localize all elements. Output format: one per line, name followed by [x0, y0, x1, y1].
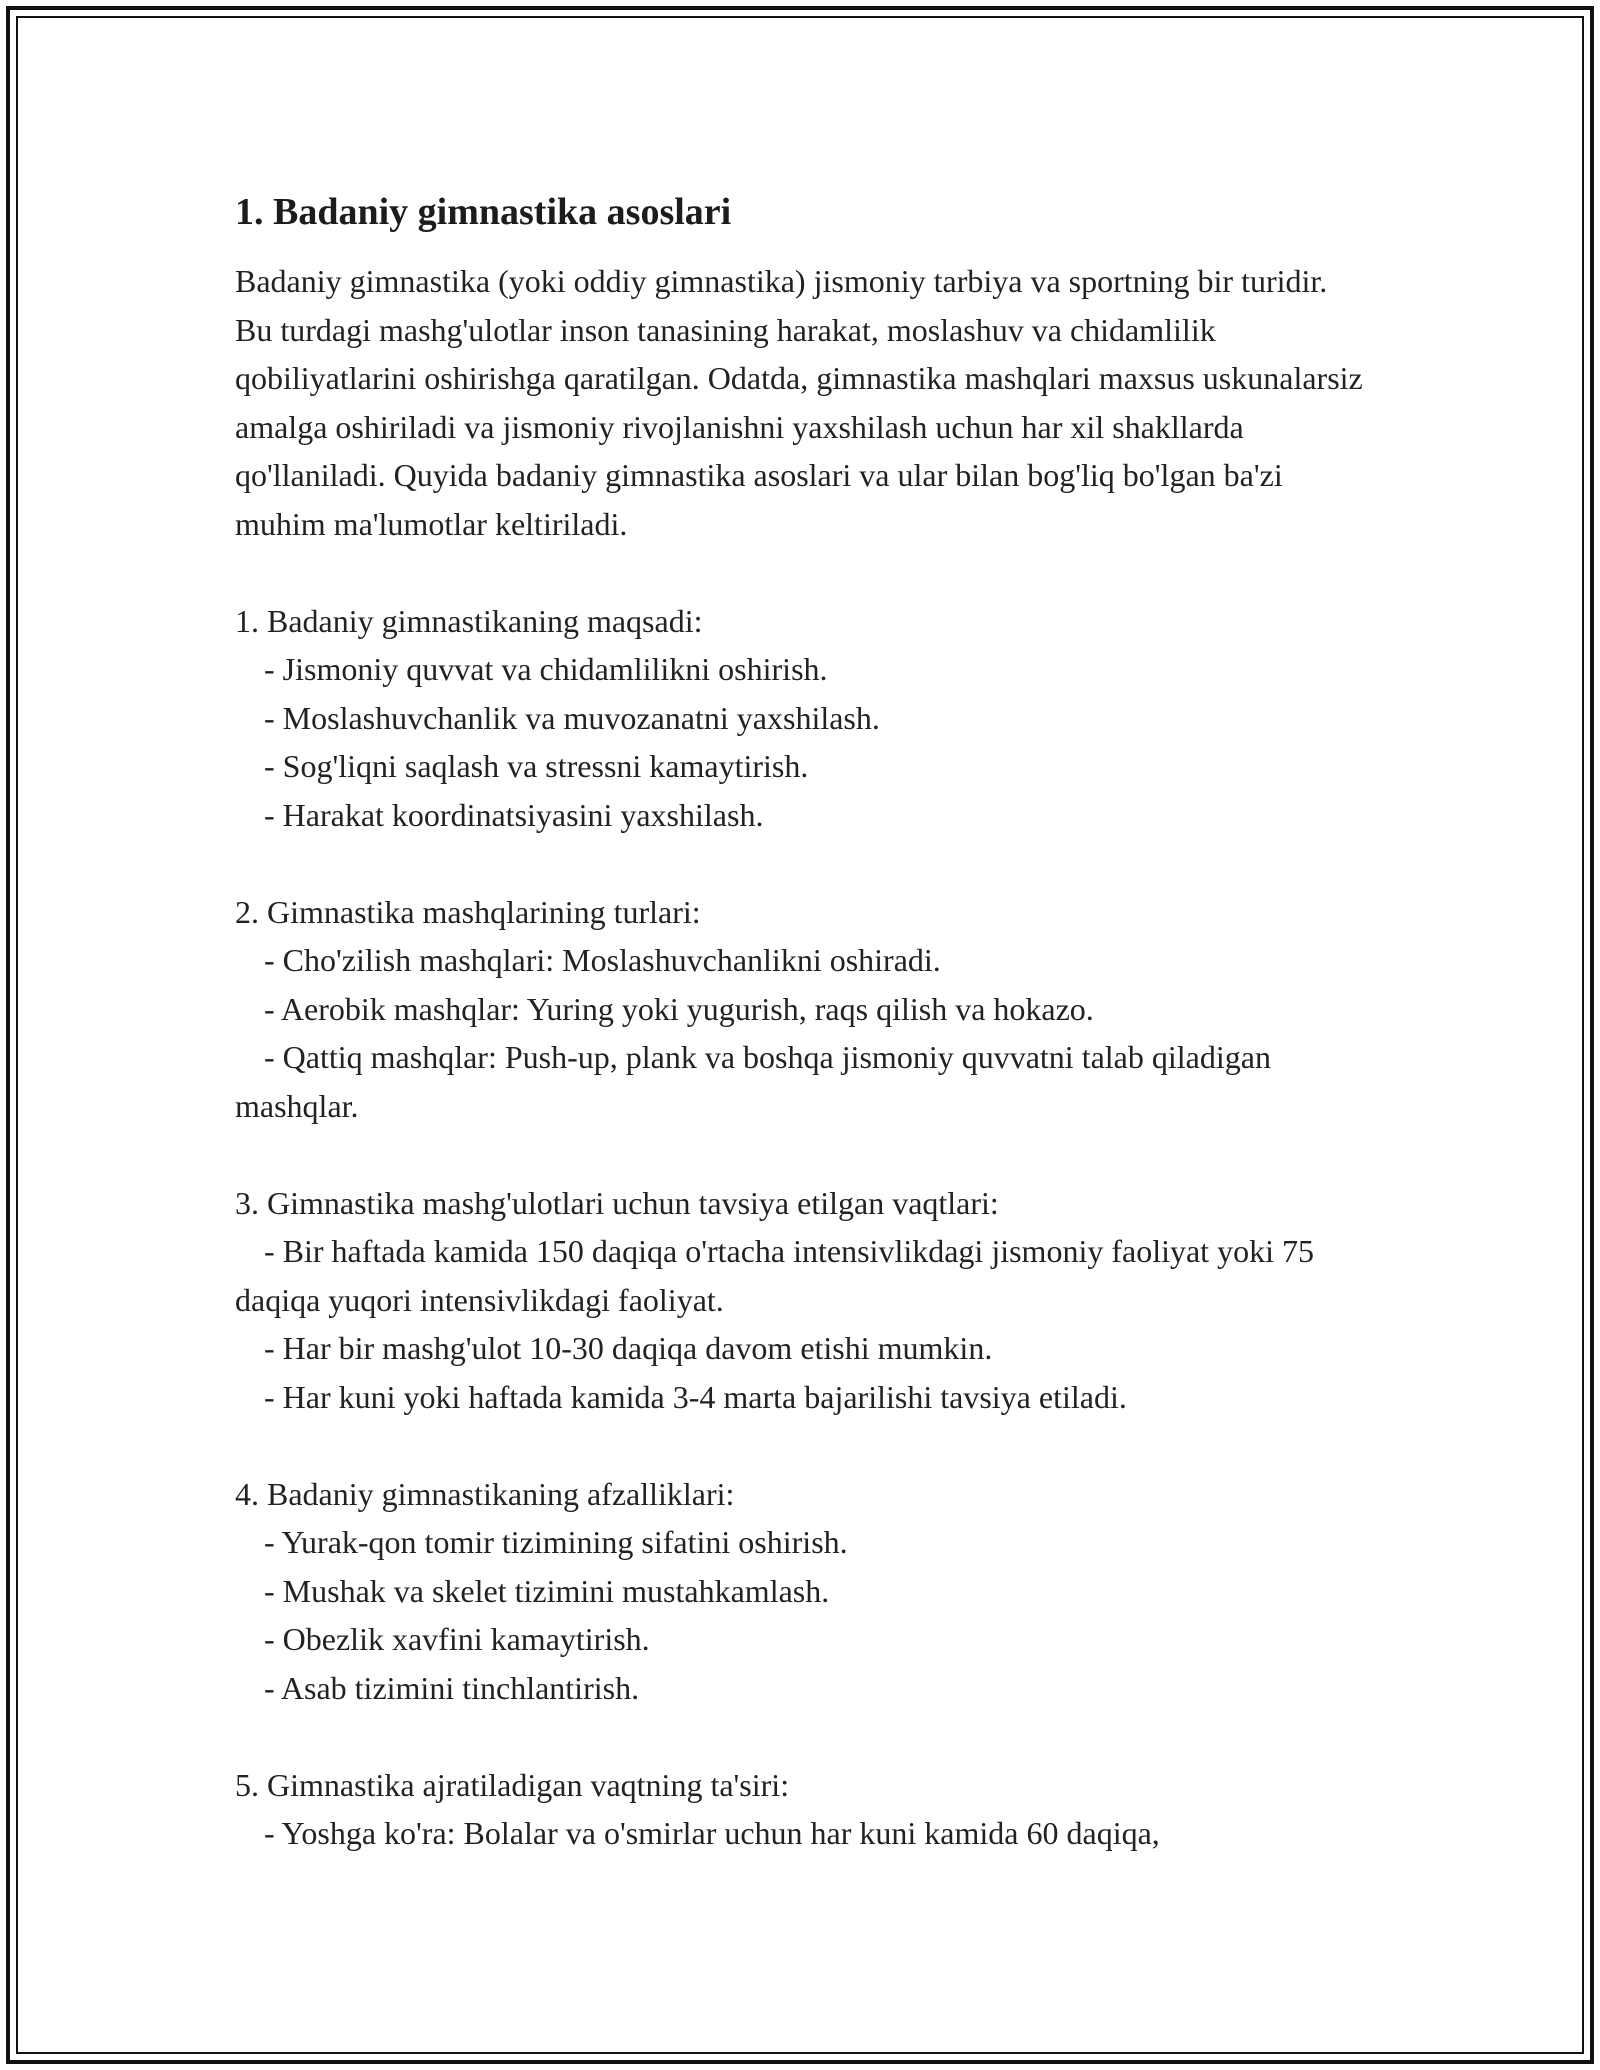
section-recommended-times [235, 1179, 1365, 1422]
section-title: 5. Gimnastika ajratiladigan vaqtning ta'siri: [235, 1766, 790, 1803]
section-exercise-types [235, 888, 1365, 1131]
list-item: - Har bir mashg'ulot 10-30 daqiqa davom etishi mumkin. [264, 1330, 993, 1366]
list-item: - Mushak va skelet tizimini mustahkamlash. [264, 1572, 830, 1609]
list-item: - Bir haftada kamida 150 daqiqa o'rtacha intensivlikdagi jismoniy faoliyat yoki 75 daqiqa yuqori intensivlikdagi faoliyat. [235, 1233, 1314, 1318]
section-benefits [235, 1470, 1365, 1713]
document-heading: 1. Badaniy gimnastika asoslari [235, 191, 732, 233]
section-title: 3. Gimnastika mashg'ulotlari uchun tavsiya etilgan vaqtlari: [235, 1184, 999, 1221]
list-item: - Sog'liqni saqlash va stressni kamaytirish. [264, 748, 809, 784]
list-item: - Moslashuvchanlik va muvozanatni yaxshilash. [264, 699, 880, 736]
section-time-effect [235, 1761, 1365, 1858]
list-item: - Obezlik xavfini kamaytirish. [264, 1621, 650, 1657]
list-item: - Yoshga ko'ra: Bolalar va o'smirlar uchun har kuni kamida 60 daqiqa, [264, 1815, 1160, 1851]
list-item: - Yurak-qon tomir tizimining sifatini oshirish. [264, 1524, 848, 1560]
section-title: 2. Gimnastika mashqlarining turlari: [235, 893, 701, 930]
document-body [235, 185, 1365, 1858]
list-item: - Asab tizimini tinchlantirish. [264, 1669, 640, 1706]
section-goals [235, 597, 1365, 840]
section-title: 1. Badaniy gimnastikaning maqsadi: [235, 602, 703, 639]
intro-paragraph: Badaniy gimnastika (yoki oddiy gimnastika) jismoniy tarbiya va sportning bir turidir. Bu turdagi mashg'ulotlar inson tanasining harakat, moslashuv va chidamlilik qobiliyatlarini oshirishga qaratilgan. Odatda, gimnastika mashqlari maxsus uskunalarsiz amalga oshiriladi va jismoniy rivojlanishni yaxshilash uchun har xil shakllarda qo'llaniladi. Quyida badaniy gimnastika asoslari va ular bilan bog'liq bo'lgan ba'zi muhim ma'lumotlar keltiriladi. [235, 263, 1363, 542]
list-item: - Aerobik mashqlar: Yuring yoki yugurish, raqs qilish va hokazo. [264, 990, 1094, 1027]
list-item: - Jismoniy quvvat va chidamlilikni oshirish. [264, 651, 828, 687]
list-item: - Harakat koordinatsiyasini yaxshilash. [264, 796, 764, 833]
list-item: - Cho'zilish mashqlari: Moslashuvchanlikni oshiradi. [264, 942, 941, 978]
list-item: - Har kuni yoki haftada kamida 3-4 marta bajarilishi tavsiya etiladi. [264, 1378, 1127, 1415]
list-item: - Qattiq mashqlar: Push-up, plank va boshqa jismoniy quvvatni talab qiladigan mashqlar. [235, 1039, 1271, 1124]
section-title: 4. Badaniy gimnastikaning afzalliklari: [235, 1475, 735, 1512]
